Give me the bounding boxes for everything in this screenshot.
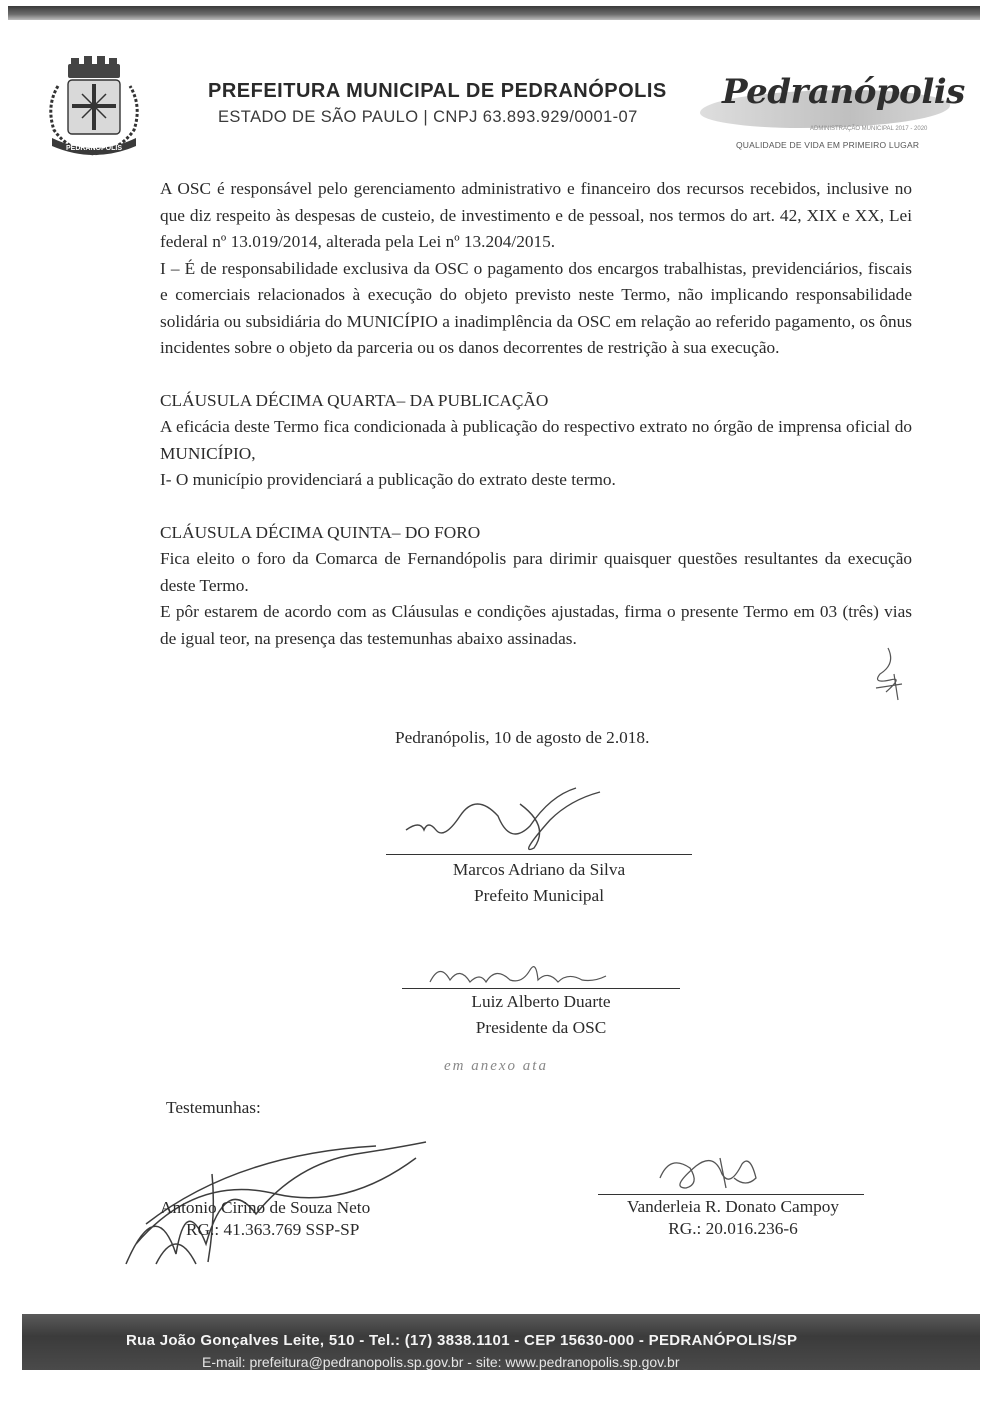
clause-14-title: CLÁUSULA DÉCIMA QUARTA– DA PUBLICAÇÃO — [160, 390, 549, 410]
page-footer — [22, 1314, 980, 1370]
witness-2-id: RG.: 20.016.236-6 — [668, 1219, 798, 1238]
scan-top-border — [8, 6, 980, 20]
logo-administration: ADMINISTRAÇÃO MUNICIPAL 2017 - 2020 — [810, 126, 928, 132]
witness-1-name: Antonio Cirino de Souza Neto — [160, 1198, 371, 1217]
witness-2-signature-line — [598, 1194, 864, 1195]
mayor-signature — [400, 786, 630, 858]
mayor-role: Prefeito Municipal — [473, 886, 605, 905]
mayor-name: Marcos Adriano da Silva — [452, 860, 626, 879]
footer-address: Rua João Gonçalves Leite, 510 - Tel.: (17) 3838.1101 - CEP 15630-000 - PEDRANÓPOLIS/SP — [126, 1332, 798, 1349]
logo-wordmark: Pedranópolis — [722, 72, 965, 112]
osc-signature-line — [402, 988, 680, 989]
witness-2-name: Vanderleia R. Donato Campoy — [626, 1197, 840, 1216]
clause-15-text: Fica eleito o foro da Comarca de Fernandópolis para dirimir quaisquer questões resultantes da execução deste Termo. — [160, 549, 912, 595]
city-logo — [690, 56, 965, 156]
witness-1-id: RG.: 41.363.769 SSP-SP — [186, 1220, 360, 1239]
handwritten-note: em anexo ata — [444, 1058, 548, 1074]
clause-14-text: A eficácia deste Termo fica condicionada à publicação do respectivo extrato no órgão de imprensa oficial do MUNICÍPIO, — [160, 417, 912, 463]
witnesses-label: Testemunhas: — [166, 1098, 261, 1117]
paragraph-osc-responsibility: A OSC é responsável pelo gerenciamento administrativo e financeiro dos recursos recebidos, inclusive no que diz respeito às despesas de custeio, de investimento e de pessoal, nos termos do art. 42, XIX e XX, Lei federal nº 13.019/2014, alterada pela Lei nº 13.204/2015. — [160, 179, 912, 251]
crest-label: PEDRANÓPOLIS — [65, 145, 123, 152]
closing-paragraph: E pôr estarem de acordo com as Cláusulas e condições ajustadas, firma o presente Termo em 03 (três) vias de igual teor, na presença das testemunhas abaixo assinadas. — [160, 602, 912, 648]
osc-president-signature — [426, 956, 626, 992]
date-line: Pedranópolis, 10 de agosto de 2.018. — [395, 728, 650, 747]
footer-email: E-mail: prefeitura@pedranopolis.sp.gov.br - site: www.pedranopolis.sp.gov.br — [202, 1354, 680, 1370]
page-title: PREFEITURA MUNICIPAL DE PEDRANÓPOLIS — [208, 80, 667, 102]
logo-tagline: QUALIDADE DE VIDA EM PRIMEIRO LUGAR — [736, 140, 920, 150]
margin-initials-signature — [866, 644, 910, 704]
osc-president-role: Presidente da OSC — [475, 1018, 607, 1037]
paragraph-osc-obligations: I – É de responsabilidade exclusiva da OSC o pagamento dos encargos trabalhistas, previdenciários, fiscais e comerciais relacionados à execução do objeto previsto neste Termo, não implicando responsabilidade solidária ou subsidiária do MUNICÍPIO a inadimplência da OSC em relação ao referido pagamento, os ônus incidentes sobre o objeto da parceria ou os danos decorrentes de restrição à sua execução. — [160, 258, 912, 357]
clause-15-title: CLÁUSULA DÉCIMA QUINTA– DO FORO — [160, 522, 481, 542]
document-body — [160, 176, 912, 652]
municipal-crest-icon — [38, 46, 150, 160]
page-subtitle: ESTADO DE SÃO PAULO | CNPJ 63.893.929/0001-07 — [218, 108, 638, 126]
witness-2-signature — [650, 1148, 780, 1194]
mayor-signature-line — [386, 854, 692, 855]
clause-14-item: I- O município providenciará a publicação do extrato deste termo. — [160, 470, 616, 489]
osc-president-name: Luiz Alberto Duarte — [471, 992, 611, 1011]
